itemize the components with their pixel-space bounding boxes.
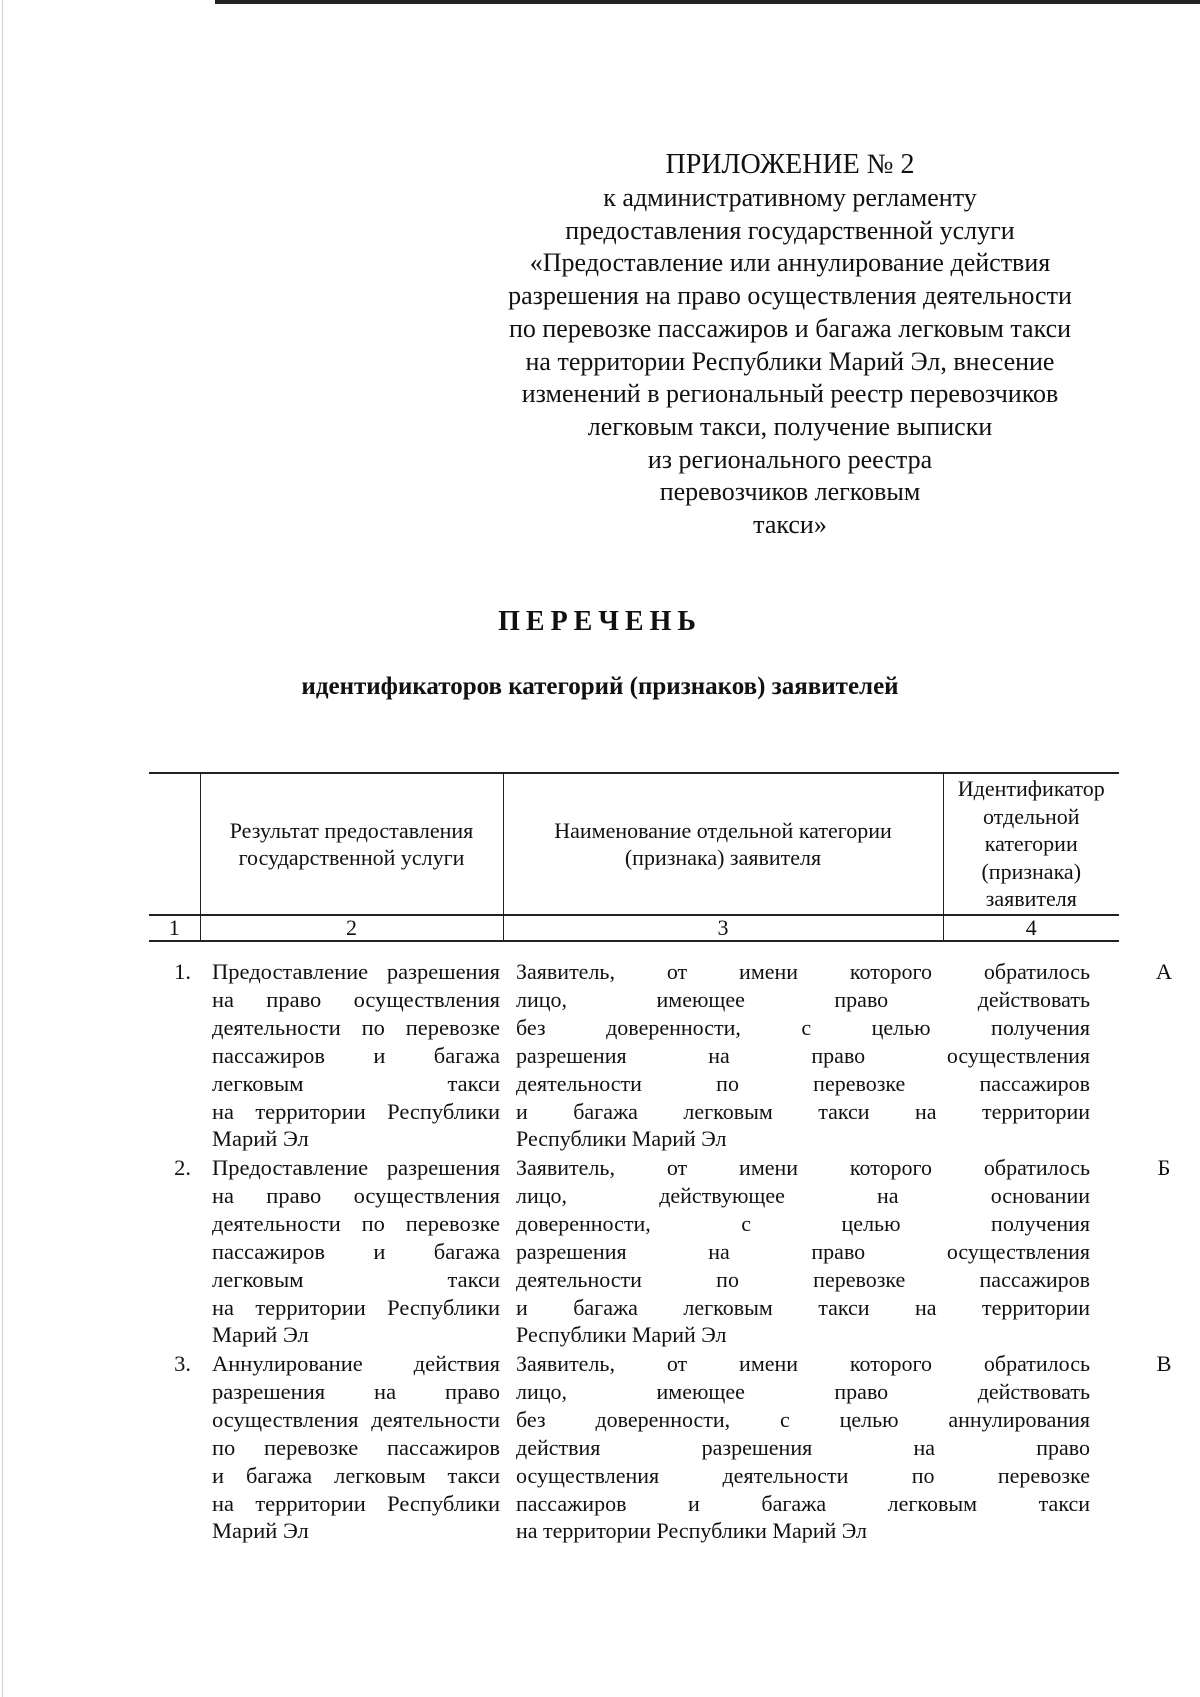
appendix-line: на территории Республики Марий Эл, внесение	[525, 346, 1055, 376]
category-line: и багажа легковым такси на территории	[516, 1294, 1090, 1320]
top-scan-border	[215, 0, 1200, 4]
category-line: Заявитель, от имени которого обратилось	[516, 959, 1090, 984]
result-line: деятельности по перевозке	[212, 1210, 500, 1236]
table-row	[149, 1350, 1172, 1550]
result-line: на право осуществления	[212, 986, 500, 1012]
row-category	[516, 1154, 1090, 1349]
category-line: Республики Марий Эл	[516, 1322, 727, 1348]
category-line: осуществления деятельности по перевозке	[516, 1462, 1090, 1488]
result-line: Предоставление разрешения	[212, 959, 500, 984]
document-title: ПЕРЕЧЕНЬ	[498, 606, 702, 637]
result-line: легковым такси	[212, 1070, 500, 1096]
appendix-line: по перевозке пассажиров и багажа легковым такси	[508, 313, 1072, 343]
category-line: без доверенности, с целью получения	[516, 1014, 1090, 1040]
appendix-line: из регионального реестра	[647, 444, 933, 474]
row-identifier: А	[1155, 959, 1173, 984]
result-line: на право осуществления	[212, 1182, 500, 1208]
appendix-block	[440, 148, 1140, 542]
appendix-line: к административному регламенту	[603, 183, 977, 212]
row-identifier: Б	[1157, 1155, 1171, 1180]
column-number: 1	[149, 915, 200, 941]
category-line: Республики Марий Эл	[516, 1126, 727, 1152]
appendix-line: «Предоставление или аннулирование действия	[529, 248, 1051, 278]
column-number: 2	[200, 915, 503, 941]
result-line: пассажиров и багажа	[212, 1238, 500, 1264]
left-scan-edge	[2, 0, 3, 1697]
category-line: действия разрешения на право	[516, 1434, 1090, 1460]
column-number-row	[149, 915, 1119, 941]
row-result	[212, 958, 500, 1153]
result-line: осуществления деятельности	[212, 1406, 500, 1432]
category-line: лицо, имеющее право действовать	[516, 986, 1090, 1012]
appendix-line: такси»	[753, 510, 827, 540]
appendix-line: изменений в региональный реестр перевозчиков	[521, 379, 1059, 409]
header-cell-result: Результат предоставления государственной услуги	[200, 773, 503, 915]
result-line: Предоставление разрешения	[212, 1155, 500, 1180]
category-line: на территории Республики Марий Эл	[516, 1518, 868, 1544]
appendix-line: перевозчиков легковым	[659, 477, 921, 507]
row-category	[516, 958, 1090, 1153]
category-line: пассажиров и багажа легковым такси	[516, 1490, 1090, 1516]
result-line: и багажа легковым такси	[212, 1462, 500, 1488]
row-number: 2.	[174, 1155, 191, 1180]
appendix-title: ПРИЛОЖЕНИЕ № 2	[665, 149, 915, 180]
row-number: 3.	[174, 1351, 191, 1376]
category-line: разрешения на право осуществления	[516, 1238, 1090, 1264]
result-line: Марий Эл	[212, 1322, 309, 1348]
category-line: деятельности по перевозке пассажиров	[516, 1266, 1090, 1292]
table-body	[149, 958, 1173, 1550]
category-line: деятельности по перевозке пассажиров	[516, 1070, 1090, 1096]
appendix-line: разрешения на право осуществления деятельности	[508, 281, 1072, 311]
column-number: 4	[943, 915, 1119, 941]
result-line: деятельности по перевозке	[212, 1014, 500, 1040]
result-line: на территории Республики	[212, 1490, 500, 1516]
column-number: 3	[503, 915, 943, 941]
result-line: по перевозке пассажиров	[212, 1434, 500, 1460]
row-number: 1.	[174, 959, 191, 984]
category-line: Заявитель, от имени которого обратилось	[516, 1155, 1090, 1180]
result-line: разрешения на право	[212, 1378, 500, 1404]
result-line: Аннулирование действия	[212, 1351, 500, 1376]
category-line: и багажа легковым такси на территории	[516, 1098, 1090, 1124]
result-line: на территории Республики	[212, 1098, 500, 1124]
row-result	[212, 1154, 500, 1349]
category-line: лицо, имеющее право действовать	[516, 1378, 1090, 1404]
table-row	[149, 958, 1173, 1154]
row-identifier: В	[1156, 1351, 1172, 1376]
category-line: без доверенности, с целью аннулирования	[516, 1406, 1090, 1432]
appendix-line: предоставления государственной услуги	[565, 215, 1015, 245]
row-category	[516, 1350, 1090, 1545]
category-line: лицо, действующее на основании	[516, 1182, 1090, 1208]
header-cell-category: Наименование отдельной категории (признака) заявителя	[503, 773, 943, 915]
row-result	[212, 1350, 500, 1545]
appendix-line: легковым такси, получение выписки	[587, 411, 993, 441]
header-cell-number	[149, 773, 200, 915]
category-line: доверенности, с целью получения	[516, 1210, 1090, 1236]
result-line: пассажиров и багажа	[212, 1042, 500, 1068]
result-line: Марий Эл	[212, 1518, 309, 1544]
category-line: разрешения на право осуществления	[516, 1042, 1090, 1068]
header-row	[149, 773, 1119, 915]
table-row	[149, 1154, 1171, 1350]
category-line: Заявитель, от имени которого обратилось	[516, 1351, 1090, 1376]
document-subtitle: идентификаторов категорий (признаков) заявителей	[301, 673, 899, 700]
result-line: легковым такси	[212, 1266, 500, 1292]
header-cell-identifier: Идентификатор отдельной категории (признака) заявителя	[943, 773, 1119, 915]
table-header	[149, 772, 1119, 942]
result-line: Марий Эл	[212, 1126, 309, 1152]
result-line: на территории Республики	[212, 1294, 500, 1320]
